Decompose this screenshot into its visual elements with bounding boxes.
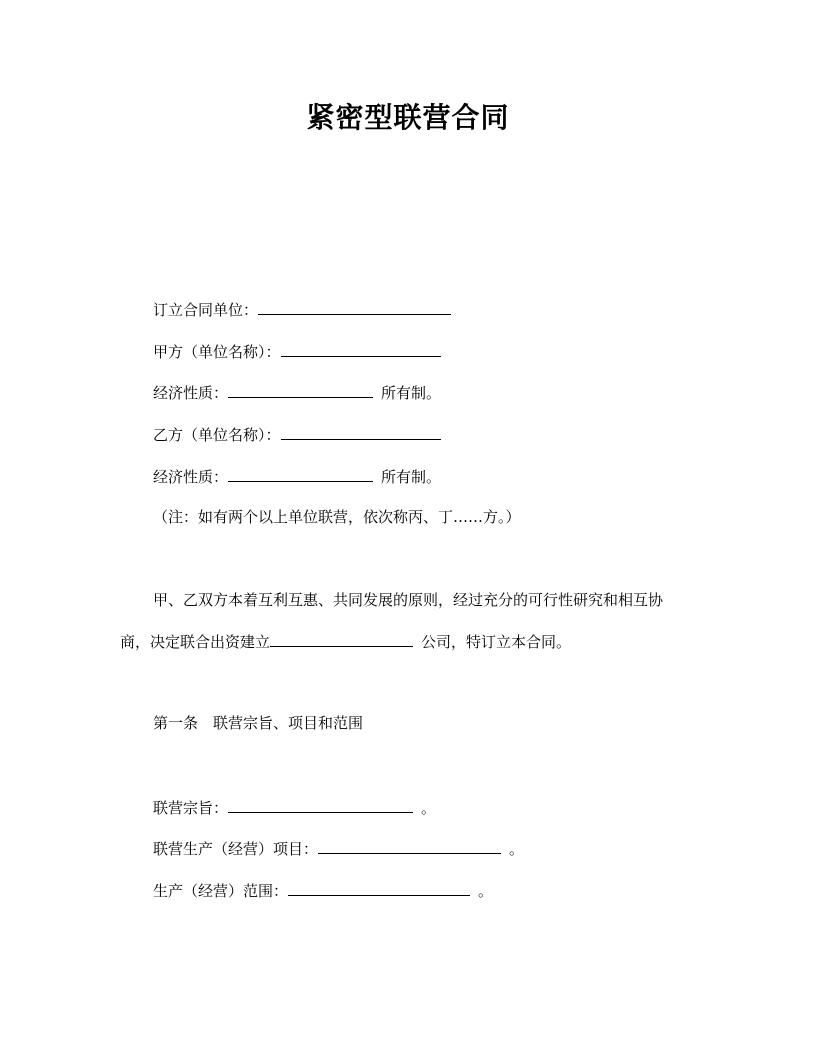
purpose-blank[interactable]: [228, 797, 413, 813]
party-b-line: [153, 424, 441, 445]
preamble-line-1: 甲、乙双方本着互利互惠、共同发展的原则，经过充分的可行性研究和相互协: [153, 591, 664, 609]
party-b-nature-line: [153, 466, 441, 487]
party-b-nature-blank[interactable]: [228, 466, 373, 482]
party-a-line: [153, 341, 441, 362]
purpose-label: 联营宗旨：: [153, 799, 229, 817]
preamble-prefix: 商，决定联合出资建立: [120, 633, 271, 651]
project-line: [153, 838, 524, 859]
preamble-line-2: [120, 631, 571, 652]
preamble-suffix: 公司，特订立本合同。: [421, 633, 572, 651]
scope-suffix: 。: [478, 882, 494, 900]
contract-unit-line: [153, 299, 451, 320]
party-a-nature-suffix: 所有制。: [381, 384, 442, 402]
party-a-nature-blank[interactable]: [228, 382, 373, 398]
parties-note: （注：如有两个以上单位联营，依次称丙、丁……方。）: [153, 508, 521, 526]
project-blank[interactable]: [318, 838, 501, 854]
contract-unit-blank[interactable]: [258, 299, 451, 315]
scope-label: 生产（经营）范围：: [153, 882, 289, 900]
party-a-nature-line: [153, 382, 441, 403]
party-b-blank[interactable]: [281, 424, 441, 440]
company-name-blank[interactable]: [270, 631, 413, 647]
party-b-nature-label: 经济性质：: [153, 468, 229, 486]
party-a-blank[interactable]: [281, 341, 441, 357]
party-b-label: 乙方（单位名称）：: [153, 426, 281, 444]
scope-line: [153, 880, 493, 901]
project-label: 联营生产（经营）项目：: [153, 840, 319, 858]
purpose-suffix: 。: [421, 799, 437, 817]
scope-blank[interactable]: [288, 880, 470, 896]
project-suffix: 。: [509, 840, 525, 858]
contract-unit-label: 订立合同单位：: [153, 301, 259, 319]
purpose-line: [153, 797, 436, 818]
party-b-nature-suffix: 所有制。: [381, 468, 442, 486]
party-a-label: 甲方（单位名称）：: [153, 343, 281, 361]
document-title: 紧密型联营合同: [306, 101, 510, 134]
party-a-nature-label: 经济性质：: [153, 384, 229, 402]
article-1-heading: 第一条 联营宗旨、项目和范围: [153, 714, 364, 732]
